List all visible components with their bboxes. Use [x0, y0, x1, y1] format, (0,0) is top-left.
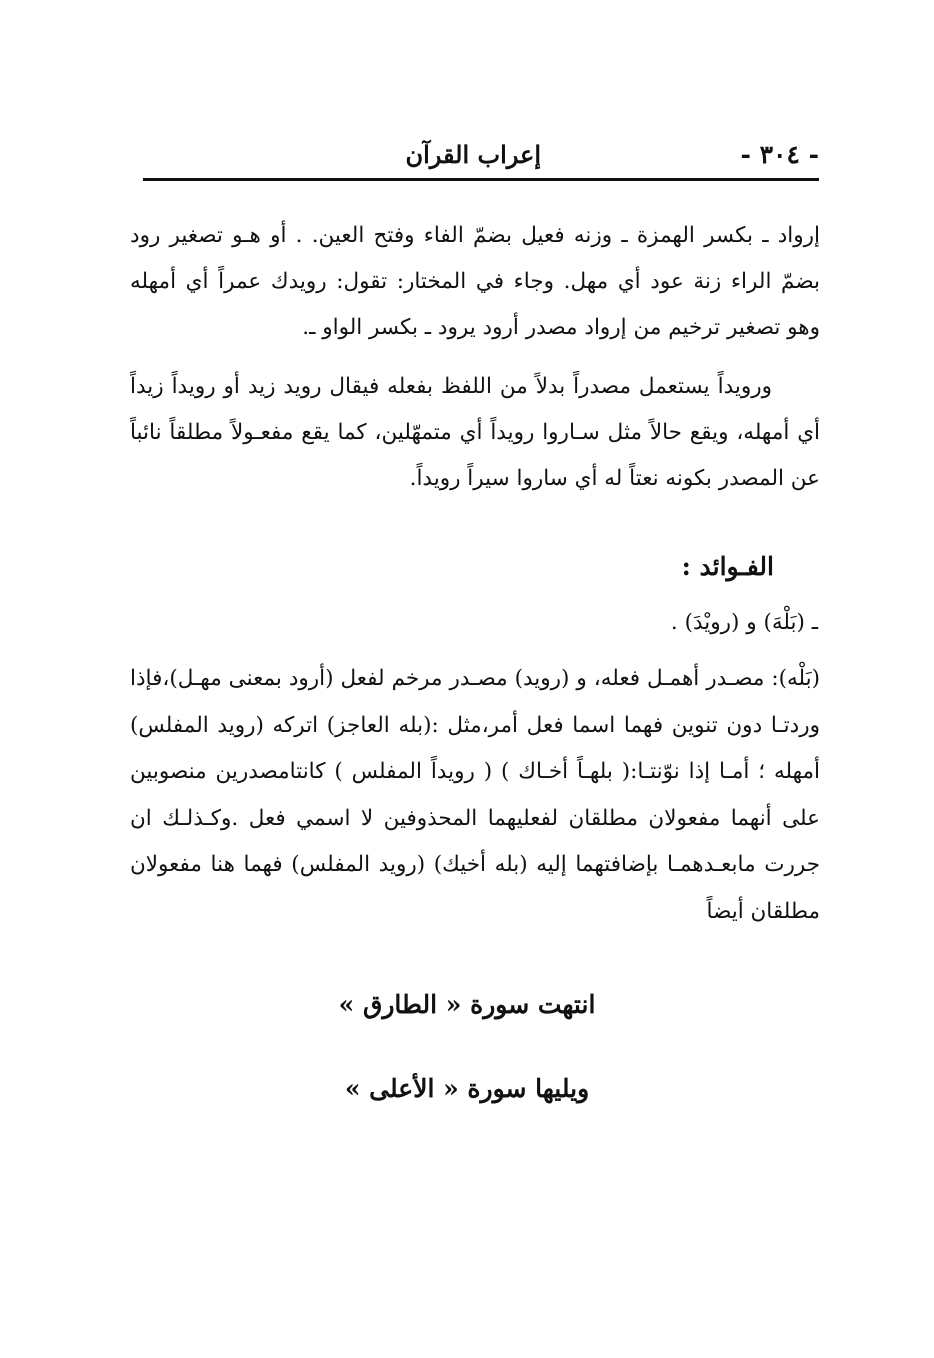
fawaid-paragraph: (بَلْه): مصـدر أهمـل فعله، و (رويد) مصـدر مرخم لفعل (أرود بمعنى مهـل)،فإذا وردتـا دون تنوين فهما اسما فعل أمر،مثل :(بله العاجز) اتركه (رويد المفلس) أمهله ؛ أمـا إذا نوّنتـا:( بلهـاً أخـاك ) ( رويداً المفلس ) كانتامصدرين منصوبين على أنهما مفعولان مطلقان لفعليهما المحذوفين لا اسمي فعل .وكـذلـك ان جررت مابعـدهمـا بإضافتهما إليه (بله أخيك) (رويد المفلس) فهما هنا مفعولان مطلقان أيضاً [130, 666, 820, 924]
section-heading-fawaid: الفـوائد : [681, 552, 774, 581]
page-header [143, 140, 819, 176]
paragraph-ruwaydan [130, 364, 820, 502]
running-title: إعراب القرآن [405, 140, 541, 169]
header-rule [143, 178, 819, 181]
page-number: - ٣٠٤ - [740, 140, 819, 169]
paragraph-ruwaydan-text: ورويداً يستعمل مصدراً بدلاً من اللفظ بفعله فيقال رويد زيد أو رويداً زيداً أي أمهله، ويقع حالاً مثل سـاروا رويداً أي متمهّلين، كما يقع مفعـولاً مطلقاً نائباً عن المصدر بكونه نعتاً له أي ساروا سيراً رويداً. [130, 374, 820, 491]
surah-end-note: انتهت سورة « الطارق » [338, 990, 596, 1019]
next-surah-note: ويليها سورة « الأعلى » [344, 1074, 590, 1103]
paragraph-irwad: إرواد ـ بكسر الهمزة ـ وزنه فعيل بضمّ الفاء وفتح العين. . أو هـو تصغير رود بضمّ الراء زنة عود أي مهل. وجاء في المختار: تقول: رويدك عمراً أي أمهله وهو تصغير ترخيم من إرواد مصدر أرود يرود ـ بكسر الواو ـ. [130, 223, 820, 340]
fawaid-item: ـ (بَلْهَ) و (رويْدَ) . [670, 610, 818, 635]
